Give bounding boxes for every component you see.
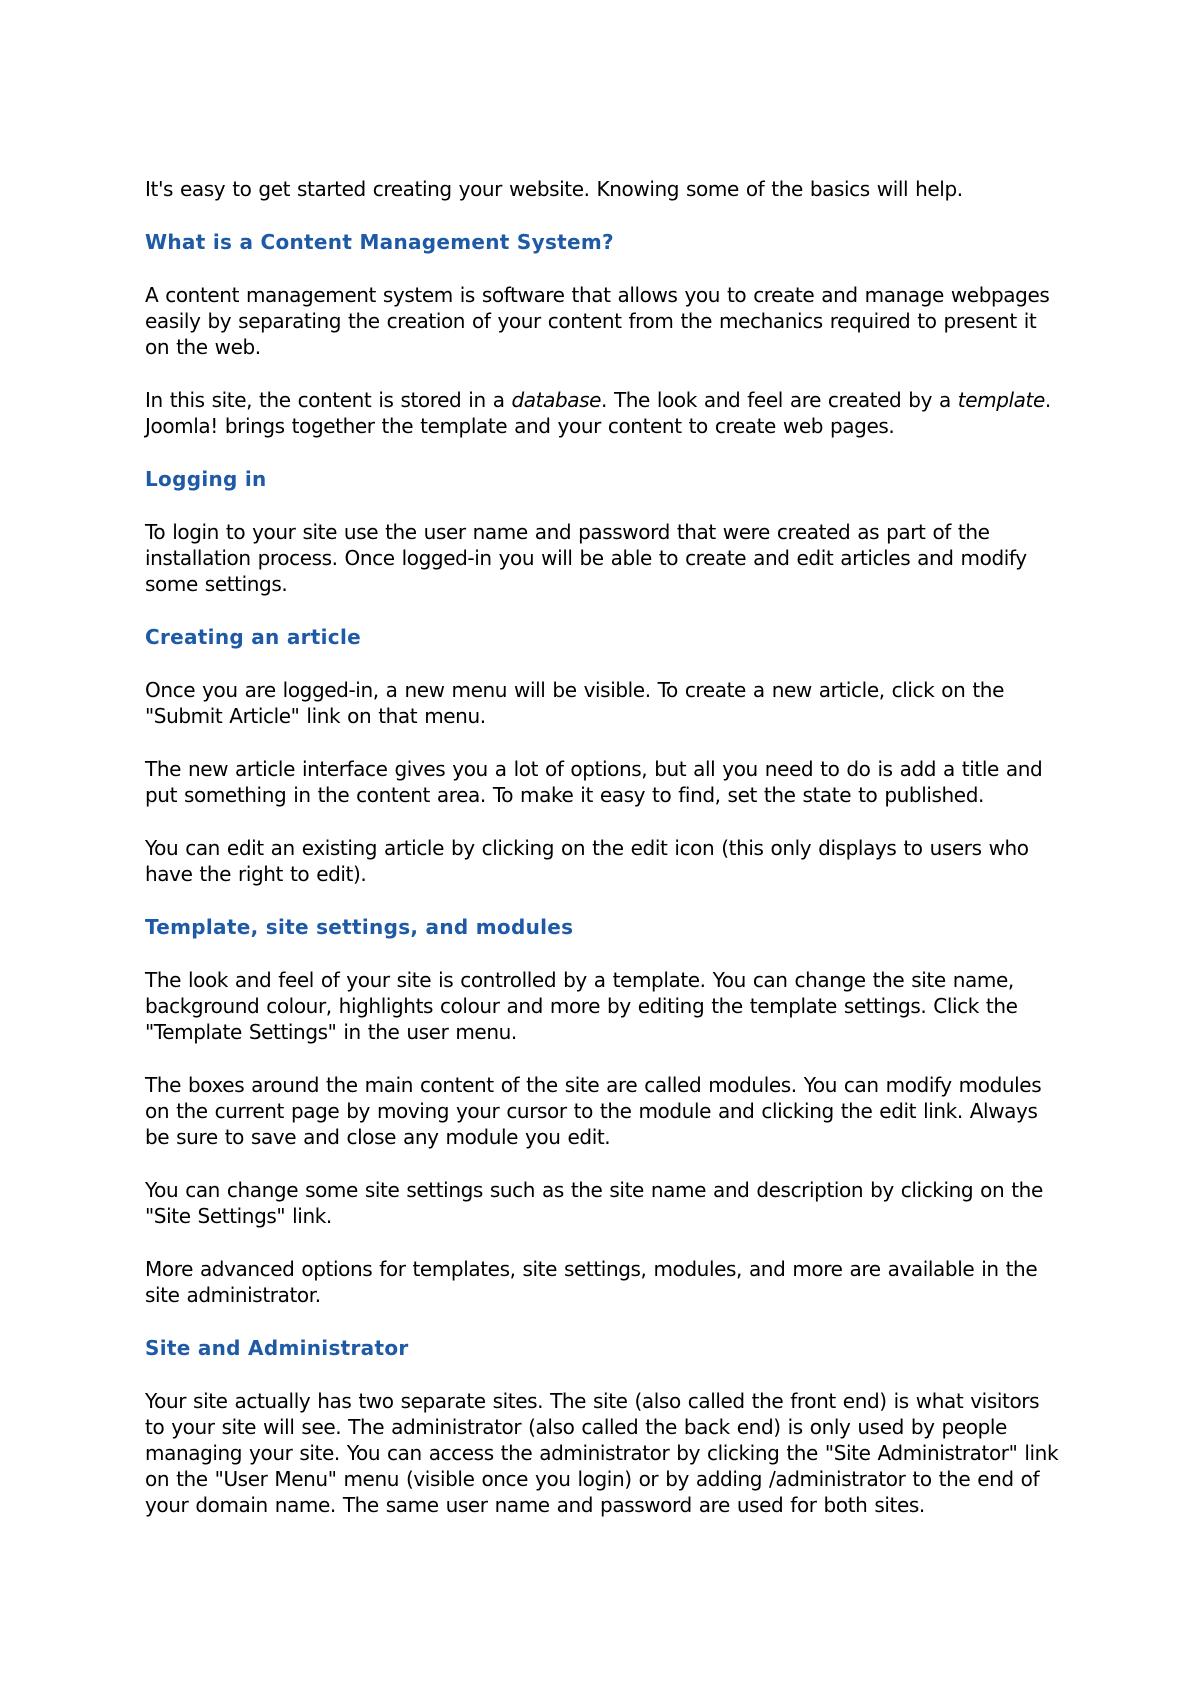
heading-logging-in: Logging in: [145, 467, 267, 491]
template-settings-paragraph-4: More advanced options for templates, site settings, modules, and more are available in the site administrator.: [145, 1257, 1038, 1307]
heading-creating-article: Creating an article: [145, 625, 361, 649]
intro-paragraph: It's easy to get started creating your website. Knowing some of the basics will help.: [145, 177, 963, 201]
cms-p2-text-3: . Joomla! brings together the template and your content to create web pages.: [145, 388, 1051, 438]
heading-template-settings: Template, site settings, and modules: [145, 915, 574, 939]
creating-article-paragraph-2: The new article interface gives you a lot of options, but all you need to do is add a title and put something in the content area. To make it easy to find, set the state to published.: [145, 757, 1043, 807]
creating-article-paragraph-3: You can edit an existing article by clicking on the edit icon (this only displays to users who have the right to edit).: [145, 836, 1029, 886]
creating-article-paragraph-1: Once you are logged-in, a new menu will be visible. To create a new article, click on the "Submit Article" link on that menu.: [145, 678, 1004, 728]
template-settings-paragraph-2: The boxes around the main content of the site are called modules. You can modify modules on the current page by moving your cursor to the module and clicking the edit link. Always be sure to save and close any module you edit.: [145, 1073, 1042, 1149]
cms-p2-text-2: . The look and feel are created by a: [601, 388, 958, 412]
term-database: database: [511, 388, 602, 412]
site-admin-paragraph: Your site actually has two separate sites. The site (also called the front end) is what visitors to your site will see. The administrator (also called the back end) is only used by people managing your site. You can access the administrator by clicking the "Site Administrator" link on the "User Menu" menu (visible once you login) or by adding /administrator to the end of your domain name. The same user name and password are used for both sites.: [145, 1389, 1059, 1517]
template-settings-paragraph-1: The look and feel of your site is controlled by a template. You can change the site name, background colour, highlights colour and more by editing the template settings. Click the "Template Settings" in the user menu.: [145, 968, 1018, 1044]
logging-in-paragraph: To login to your site use the user name and password that were created as part of the installation process. Once logged-in you will be able to create and edit articles and modify some settings.: [145, 520, 1027, 596]
term-template: template: [957, 388, 1045, 412]
heading-cms: What is a Content Management System?: [145, 230, 614, 254]
document-body: [145, 176, 1060, 1545]
cms-p2-text-1: In this site, the content is stored in a: [145, 388, 512, 412]
template-settings-paragraph-3: You can change some site settings such as the site name and description by clicking on the "Site Settings" link.: [145, 1178, 1043, 1228]
cms-paragraph-1: A content management system is software that allows you to create and manage webpages easily by separating the creation of your content from the mechanics required to present it on the web.: [145, 283, 1050, 359]
heading-site-admin: Site and Administrator: [145, 1336, 409, 1360]
cms-paragraph-2: [145, 387, 1060, 439]
